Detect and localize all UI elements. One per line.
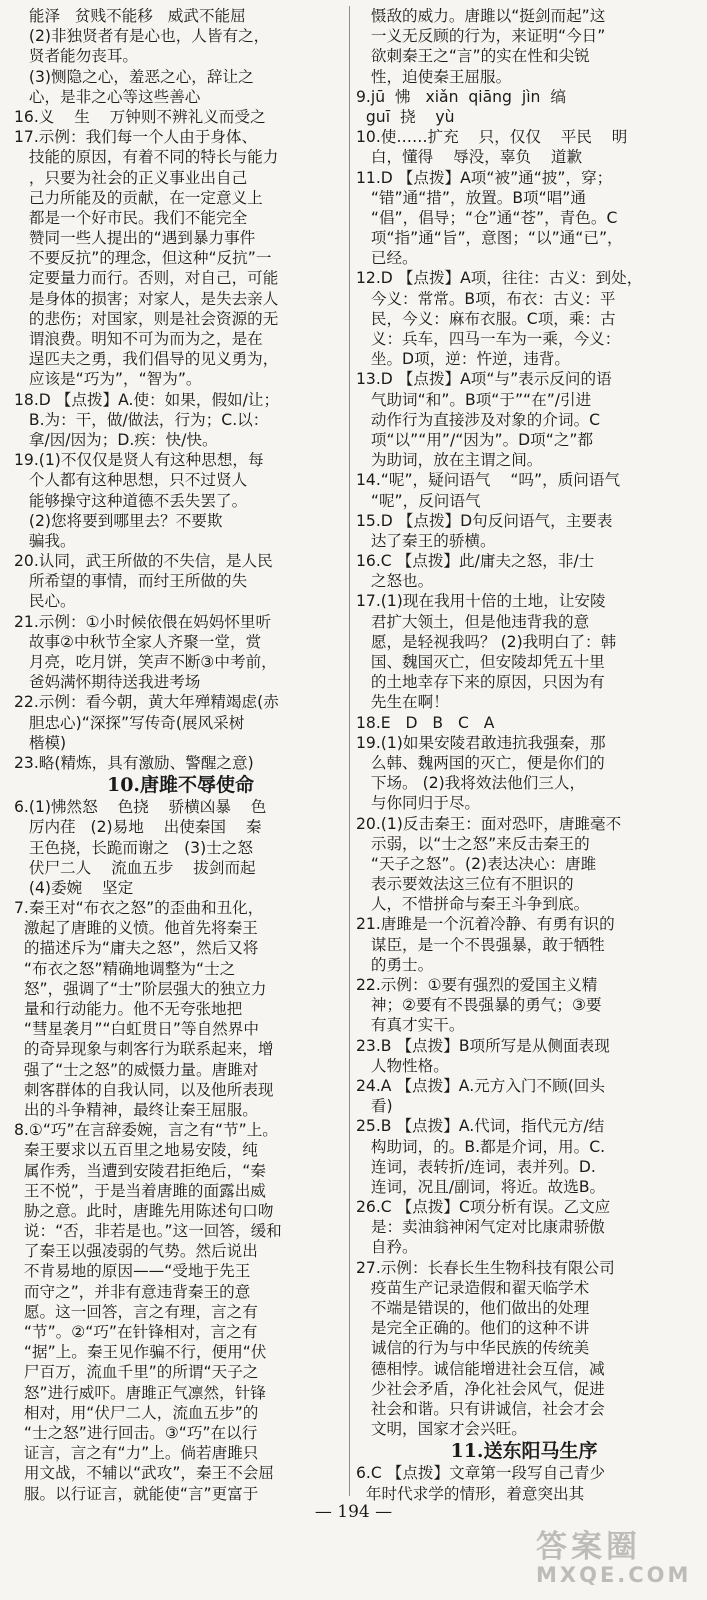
answer-line: 先生在啊！ <box>356 693 449 712</box>
answer-line: 13.D 【点拨】A项“与”表示反问的语 <box>356 370 612 389</box>
answer-line: guī 挠 yù <box>356 107 455 126</box>
answer-line: 慑敌的威力。唐雎以“挺剑而起”这 <box>356 7 606 25</box>
answer-line: 11.D 【点拨】A项“被”通“披”，穿； <box>356 168 613 187</box>
answer-line: 有真才实干。 <box>356 1016 465 1035</box>
answer-line: 18.E D B C A <box>356 713 495 732</box>
answer-line: 谋臣，是一个不畏强暴，敢于牺牲 <box>356 935 605 954</box>
answer-line: 16.义 生 万钟则不辨礼义而受之 <box>14 107 266 126</box>
answer-line: 25.B 【点拨】A.代词，指代元方/结 <box>356 1117 605 1136</box>
answer-line: 故事②中秋节全家人齐聚一堂，赏 <box>14 632 262 651</box>
answer-line: 胆忠心)“深探”写传奇(展风采树 <box>14 713 245 732</box>
answer-line: 24.A 【点拨】A.元方入门不顾(回头 <box>356 1076 605 1095</box>
answer-line: 连词，况且/副词，将近。故选B。 <box>356 1177 606 1196</box>
answer-line: 证言，言之有“力”上。倘若唐雎只 <box>14 1444 259 1463</box>
answer-line: 技能的原因，有着不同的特长与能力 <box>14 148 279 167</box>
section-heading: 11.送东阳马生序 <box>450 1440 598 1463</box>
answer-line: 与你同归于尽。 <box>356 794 481 813</box>
answer-line: 王色挠，长跪而谢之 (3)士之怒 <box>14 838 253 857</box>
answer-line: 疫苗生产记录造假和翟天临学术 <box>356 1278 590 1297</box>
answer-line: 20.(1)反击秦王：面对恐吓，唐雎毫不 <box>356 814 622 833</box>
answer-line: 国、魏国灭亡，但安陵却凭五十里 <box>356 653 605 671</box>
answer-line: 少社会矛盾，净化社会风气，促进 <box>356 1379 605 1398</box>
answer-line: (2)非独贤者有是心也，人皆有之， <box>14 27 270 46</box>
answer-line: 么韩、魏两国的灭亡，便是你们的 <box>356 753 605 772</box>
answer-line: 定要量力而行。否则，对自己，可能 <box>14 269 279 288</box>
answer-line: 爸妈满怀期待送我进考场 <box>14 673 201 692</box>
answer-line: 诚信的行为与中华民族的传统美 <box>356 1339 590 1358</box>
answer-line: 社会和谐。只有讲诚信，社会才会 <box>356 1399 605 1418</box>
answer-line: 23.B 【点拨】B项所写是从侧面表现 <box>356 1036 610 1055</box>
answer-line: (2)您将要到哪里去？不要欺 <box>14 511 223 530</box>
answer-line: 21.唐雎是一个沉着冷静、有勇有识的 <box>356 915 615 934</box>
answer-line: 气助词“和”。B项“于”“在”/引进 <box>356 390 592 409</box>
answer-line: “倡”，倡导；“仓”通“苍”，青色。C <box>356 208 618 227</box>
answer-line: “天子之怒”。(2)表达决心：唐雎 <box>356 854 597 873</box>
answer-line: 27.示例：长春长生生物科技有限公司 <box>356 1258 615 1277</box>
answer-line: 的悲伤；对国家，则是社会资源的无 <box>14 309 279 328</box>
answer-line: 的描述斥为“庸夫之怒”，然后又将 <box>14 939 259 958</box>
answer-line: 能泽 贫贱不能移 威武不能屈 <box>14 7 246 25</box>
answer-line: 义：兵车，四马一车为一乘，今义： <box>356 330 621 348</box>
answer-line: 骗我。 <box>14 531 76 550</box>
answer-line: 一义无反顾的行为，来证明“今日” <box>356 27 606 46</box>
answer-line: 都是一个好市民。我们不能完全 <box>14 208 248 227</box>
watermark-logo <box>536 1530 696 1594</box>
answer-line: 22.示例：看今朝，黄大年殚精竭虑(赤 <box>14 693 279 712</box>
answer-line: 人物性格。 <box>356 1056 449 1075</box>
answer-line: 刺客群体的自我认同，以及他所表现 <box>14 1080 274 1099</box>
answer-line: 7.秦王对“布衣之怒”的歪曲和丑化， <box>14 899 264 918</box>
answer-line: ，只要为社会的正义事业出自己 <box>14 168 248 187</box>
answer-line: 白，懂得 辱没，辜负 道歉 <box>356 148 583 167</box>
answer-line: 年时代求学的情形，着意突出其 <box>356 1484 585 1503</box>
answer-line: 15.D 【点拨】D句反问语气，主要表 <box>356 511 613 530</box>
answer-line: 为助词，放在主谓之间。 <box>356 451 543 470</box>
answer-line: 18.D 【点拨】A.使：如果，假如/让； <box>14 390 280 409</box>
answer-line: 出的斗争精神，最终让秦王屈服。 <box>14 1100 258 1119</box>
answer-line: 人，不惜拼命与秦王斗争到底。 <box>356 895 590 914</box>
answer-line: 心，是非之心等这些善心 <box>14 87 201 106</box>
answer-line: 的土地幸存下来的原因，只因为有 <box>356 673 605 692</box>
answer-line: 性，迫使秦王屈服。 <box>356 67 512 86</box>
right-column <box>356 6 692 1504</box>
answer-line: 今义：常常。B项，布衣：古义：平 <box>356 289 616 308</box>
answer-line: 坐。D项，逆：忤逆，违背。 <box>356 350 571 369</box>
answer-line: 欲刺秦王之“言”的实在性和尖锐 <box>356 47 590 66</box>
answer-line: 26.C 【点拨】C项分析有误。乙文应 <box>356 1198 611 1217</box>
answer-line: 12.D 【点拨】A项，往往：古义：到处， <box>356 269 643 288</box>
answer-line: 17.(1)现在我用十倍的土地，让安陵 <box>356 592 606 611</box>
answer-line: 服。以行证言，就能使“言”更富于 <box>14 1484 259 1503</box>
answer-line: 伏尸二人 流血五步 拔剑而起 <box>14 858 256 877</box>
answer-line: 是身体的损害；对家人，是失去亲人 <box>14 289 279 308</box>
answer-line: 赞同一些人提出的“遇到暴力事件 <box>14 229 256 248</box>
answer-line: 的奇异现象与刺客行为联系起来，增 <box>14 1040 274 1059</box>
answer-line: 6.C 【点拨】文章第一段写自己青少 <box>356 1464 606 1483</box>
answer-line: 之怒也。 <box>356 572 434 591</box>
answer-line: 的勇士。 <box>356 955 434 974</box>
answer-line: 愿，是轻视我吗？ (2)我明白了：韩 <box>356 632 617 651</box>
answer-line: 能够操守这种道德不丢失罢了。 <box>14 491 248 510</box>
answer-line: 怒”，强调了“士”阶层强大的独立力 <box>14 979 267 998</box>
answer-line: 不端是错误的，他们做出的处理 <box>356 1299 590 1317</box>
answer-line: 21.示例：①小时候依偎在妈妈怀里听 <box>14 612 272 631</box>
answer-line: 王不悦”，于是当着唐雎的面露出威 <box>14 1181 266 1200</box>
answer-line: 属作秀，当遭到安陵君拒绝后，“秦 <box>14 1161 266 1180</box>
answer-line: 贤者能勿丧耳。 <box>14 47 139 66</box>
answer-line: 22.示例：①要有强烈的爱国主义精 <box>356 976 598 994</box>
answer-line: “呢”，反问语气 <box>356 491 481 510</box>
answer-line: 9.jū 怫 xiǎn qiāng jìn 缟 <box>356 87 566 106</box>
answer-line: 14.“呢”，疑问语气 “吗”，质问语气 <box>356 471 621 490</box>
answer-line: (3)恻隐之心，羞恶之心，辞让之 <box>14 67 254 86</box>
answer-line: 下场。 (2)我将效法他们三人， <box>356 774 586 793</box>
answer-line: 月亮，吃月饼，笑声不断③中考前， <box>14 653 277 671</box>
answer-line: 逞匹夫之勇，我们倡导的见义勇为， <box>14 350 279 369</box>
answer-line: “布衣之怒”精确地调整为“士之 <box>14 959 236 978</box>
answer-line: 10.使……扩充 只，仅仅 平民 明 <box>356 128 628 147</box>
answer-line: 16.C 【点拨】此/庸夫之怒，非/士 <box>356 552 595 571</box>
answer-line: “士之怒”进行回击。③“巧”在以行 <box>14 1423 258 1442</box>
answer-line: 17.示例：我们每一个人由于身体、 <box>14 128 258 147</box>
answer-line: 谓浪费。明知不可为而为之，是在 <box>14 330 263 348</box>
answer-line: 23.略(精炼，具有激励、警醒之意) <box>14 753 254 772</box>
answer-line: 不要反抗”的理念，但这种“反抗”一 <box>14 249 272 268</box>
answer-line: 民，今义：麻布衣服。C项，乘：古 <box>356 309 616 328</box>
column-divider <box>349 6 350 1496</box>
answer-line: 己力所能及的贡献，在一定意义上 <box>14 188 263 207</box>
answer-line: B.为：干，做/做法，行为；C.以： <box>14 410 269 429</box>
watermark-url: MXQE.COM <box>536 1563 692 1587</box>
answer-line: 厉内荏 (2)易地 出使秦国 秦 <box>14 818 262 837</box>
answer-line: 示弱，以“士之怒”来反击秦王的 <box>356 834 590 853</box>
answer-line: 民心。 <box>14 592 76 611</box>
answer-line: 量和行动能力。他不无夸张地把 <box>14 1000 243 1018</box>
answer-line: 愿。这一回答，言之有理，言之有 <box>14 1302 258 1321</box>
answer-line: “彗星袭月”“白虹贯日”等自然界中 <box>14 1020 259 1039</box>
answer-line: 是完全正确的。他们的这种不讲 <box>356 1319 590 1338</box>
answer-line: 德相悖。诚信能增进社会互信，减 <box>356 1359 605 1378</box>
answer-line: 项“以”“用”/“因为”。D项“之”都 <box>356 430 594 449</box>
section-heading: 10.唐雎不辱使命 <box>106 774 255 797</box>
answer-line: 文明，国家才会兴旺。 <box>356 1420 527 1439</box>
answer-line: 已经。 <box>356 249 418 268</box>
answer-line: 表示要效法这三位有不胆识的 <box>356 875 574 894</box>
answer-line: 而守之”，并非有意违背秦王的意 <box>14 1282 251 1301</box>
answer-line: 8.①“巧”在言辞委婉，言之有“节”上。 <box>14 1121 278 1140</box>
answer-line: 相对，用“伏尸二人，流血五步”的 <box>14 1403 259 1422</box>
answer-line: 构助词，的。B.都是介词，用。C. <box>356 1137 606 1156</box>
watermark-logo-text: 答案圈 <box>536 1529 641 1565</box>
answer-line: 强了“士之怒”的威慑力量。唐雎对 <box>14 1060 259 1079</box>
answer-line: 秦王要求以五百里之地易安陵，纯 <box>14 1141 258 1160</box>
answer-line: 20.认同，武王所做的不失信，是人民 <box>14 552 273 571</box>
answer-line: 达了秦王的骄横。 <box>356 531 496 550</box>
answer-line: 19.(1)如果安陵君敢违抗我强秦，那 <box>356 733 606 752</box>
answer-line: 动作行为直接涉及对象的介词。C <box>356 410 601 429</box>
answer-line: 19.(1)不仅仅是贤人有这种思想，每 <box>14 451 264 470</box>
answer-line: 连词，表转折/连词，表并列。D. <box>356 1157 596 1176</box>
answer-line: 6.(1)怫然怒 色挠 骄横凶暴 色 <box>14 798 267 817</box>
answer-line: 神；②要有不畏强暴的勇气；③要 <box>356 996 602 1015</box>
answer-line: 君扩大领土，但是他违背我的意 <box>356 612 590 631</box>
answer-line: 是：卖油翁神闲气定对比康肃骄傲 <box>356 1218 605 1237</box>
answer-line: 楷模) <box>14 733 67 752</box>
answer-line: 个人都有这种思想，只不过贤人 <box>14 471 248 490</box>
answer-line: 了秦王以强凌弱的气势。然后说出 <box>14 1242 258 1261</box>
left-column <box>14 6 347 1504</box>
page-number: — 194 — <box>314 1502 393 1522</box>
answer-line: 尸百万，流血千里”的所谓“天子之 <box>14 1363 259 1382</box>
answer-line: “错”通“措”，放置。B项“唱”通 <box>356 188 586 207</box>
answer-line: 怒”进行威吓。唐雎正气凛然，针锋 <box>14 1383 266 1402</box>
answer-line: (4)委婉 坚定 <box>14 878 134 897</box>
answer-line: 自矜。 <box>356 1238 418 1257</box>
answer-line: “据”上。秦王见作骗不行，便用“伏 <box>14 1343 267 1362</box>
answer-line: 项“指”通“旨”，意图；“以”通“已”， <box>356 229 623 248</box>
answer-line: 激起了唐雎的义愤。他首先将秦王 <box>14 919 258 938</box>
answer-line: 胁之意。此时，唐雎先用陈述句口吻 <box>14 1201 274 1220</box>
answer-line: “节”。②“巧”在针锋相对，言之有 <box>14 1323 258 1341</box>
answer-line: 应该是“巧为”，“智为”。 <box>14 370 202 389</box>
answer-line: 用文战，不辅以“武攻”，秦王不会屈 <box>14 1464 274 1483</box>
answer-line: 说：“否，非若是也。”这一回答，缓和 <box>14 1222 282 1241</box>
answer-line: 拿/因/因为；D.疾：快/快。 <box>14 430 218 449</box>
answer-line: 看) <box>356 1097 393 1116</box>
answer-line: 所希望的事情，而纣王所做的失 <box>14 572 248 591</box>
answer-line: 不肯易地的原因——“受地于先王 <box>14 1262 251 1281</box>
